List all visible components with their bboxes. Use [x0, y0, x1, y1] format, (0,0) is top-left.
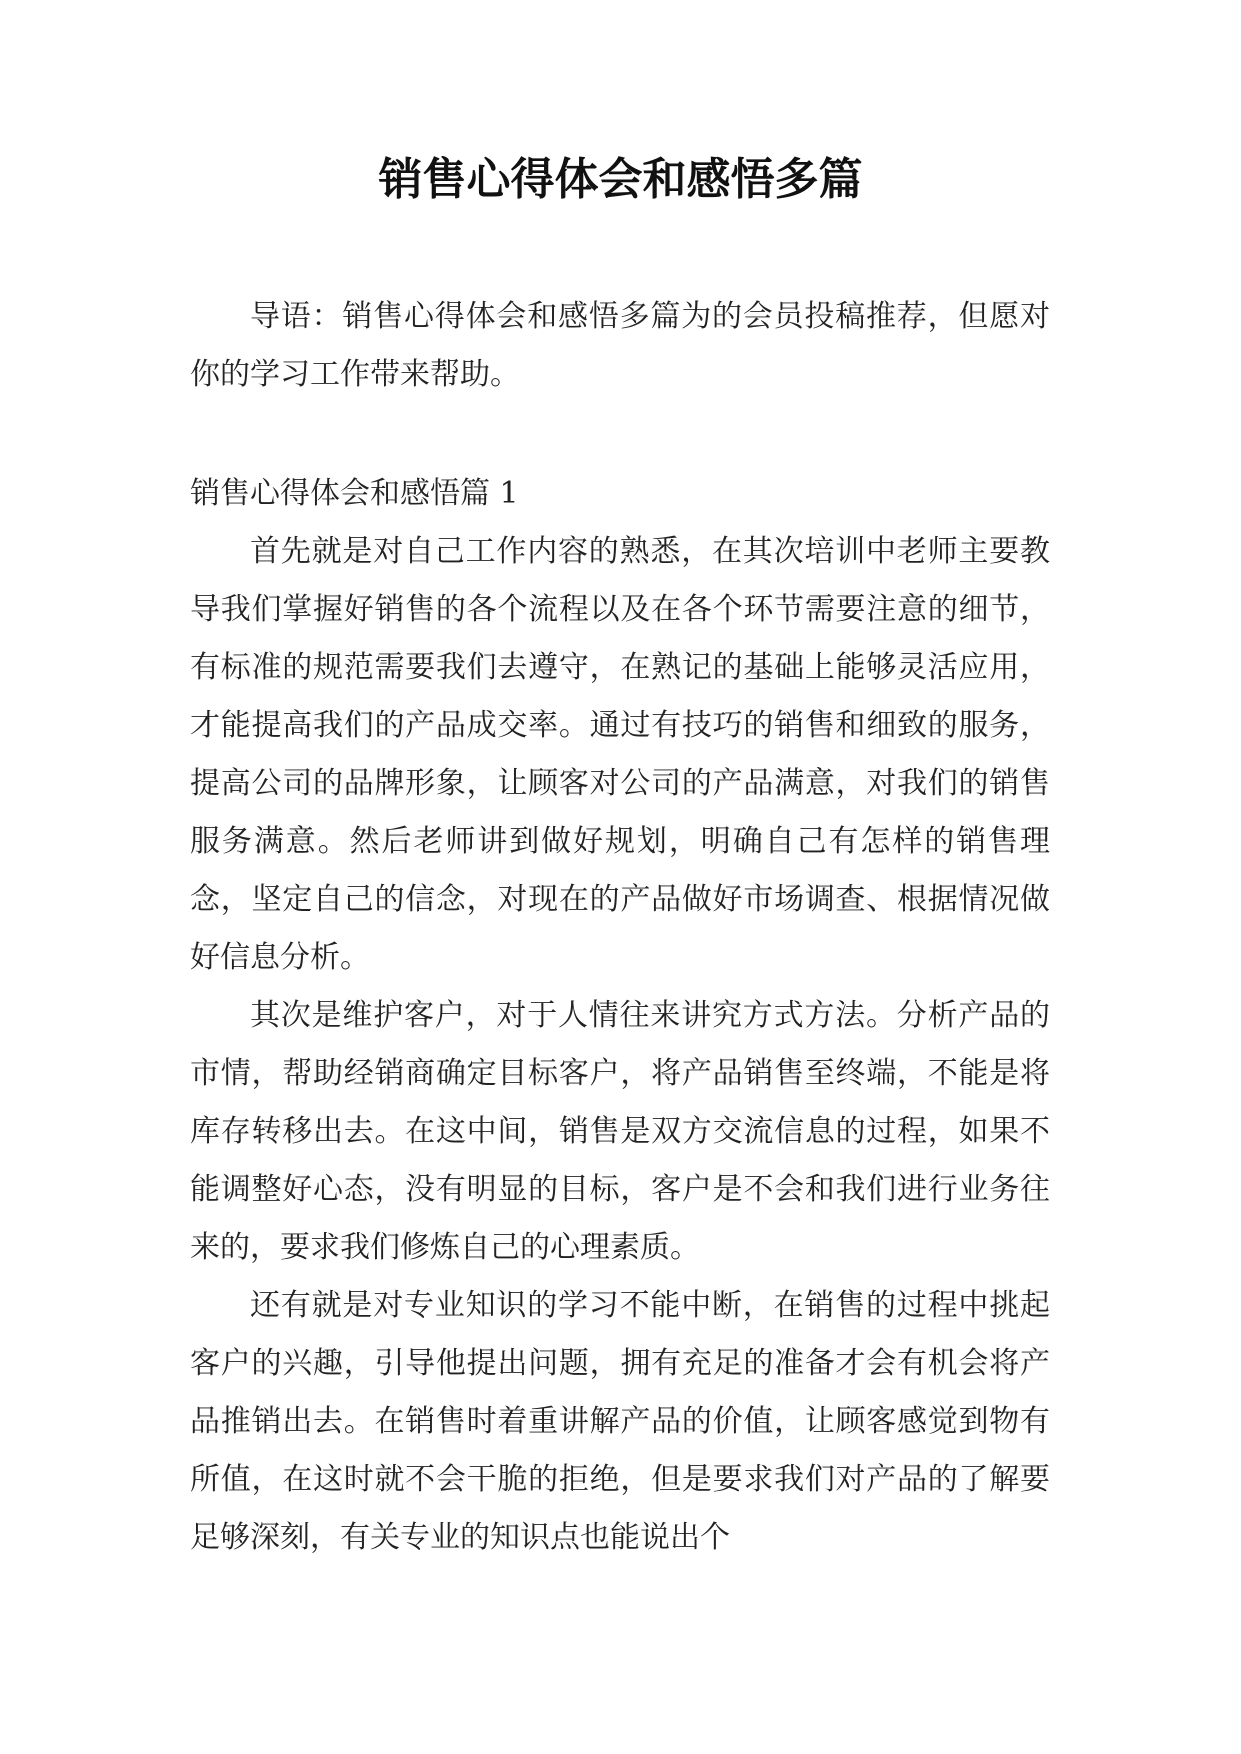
- body-paragraph: 首先就是对自己工作内容的熟悉，在其次培训中老师主要教导我们掌握好销售的各个流程以及在各个环节需要注意的细节，有标准的规范需要我们去遵守，在熟记的基础上能够灵活应用，才能提高我们的产品成交率。通过有技巧的销售和细致的服务，提高公司的品牌形象，让顾客对公司的产品满意，对我们的销售服务满意。然后老师讲到做好规划，明确自己有怎样的销售理念，坚定自己的信念，对现在的产品做好市场调查、根据情况做好信息分析。: [190, 534, 1050, 975]
- intro-paragraph: 导语：销售心得体会和感悟多篇为的会员投稿推荐，但愿对你的学习工作带来帮助。: [190, 299, 1050, 392]
- section-heading: 销售心得体会和感悟篇 1: [190, 476, 519, 511]
- body-paragraph: 其次是维护客户，对于人情往来讲究方式方法。分析产品的市情，帮助经销商确定目标客户，将产品销售至终端，不能是将库存转移出去。在这中间，销售是双方交流信息的过程，如果不能调整好心态，没有明显的目标，客户是不会和我们进行业务往来的，要求我们修炼自己的心理素质。: [190, 998, 1050, 1265]
- section-content: [190, 523, 1050, 1567]
- body-paragraph: 还有就是对专业知识的学习不能中断，在销售的过程中挑起客户的兴趣，引导他提出问题，拥有充足的准备才会有机会将产品推销出去。在销售时着重讲解产品的价值，让顾客感觉到物有所值，在这时就不会干脆的拒绝，但是要求我们对产品的了解要足够深刻，有关专业的知识点也能说出个: [190, 1288, 1050, 1555]
- document-title: 销售心得体会和感悟多篇: [378, 154, 863, 205]
